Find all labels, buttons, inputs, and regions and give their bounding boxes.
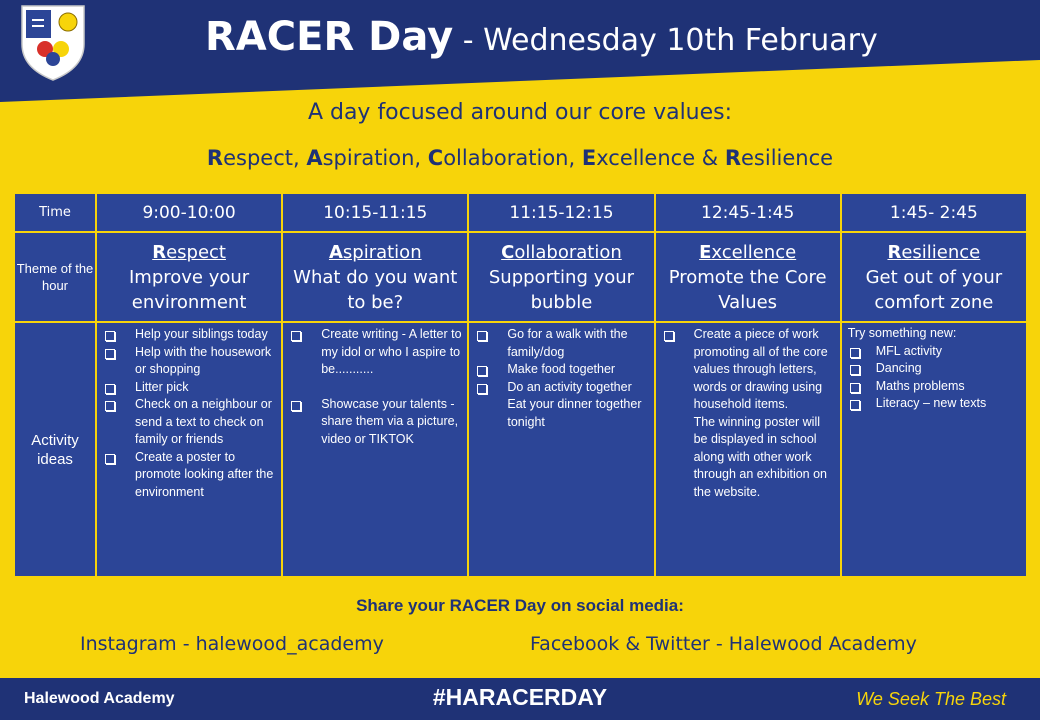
activity-label: Activity ideas [14, 322, 96, 577]
activity-item: Maths problems [848, 378, 1020, 396]
share-heading: Share your RACER Day on social media: [356, 596, 684, 615]
time-slot: 10:15-11:15 [282, 193, 468, 232]
activity-item: Create a poster to promote looking after the environment [101, 449, 277, 502]
activity-item: Check on a neighbour or send a text to check on family or friends [101, 396, 277, 449]
theme-name: Resilience [887, 241, 981, 263]
theme-cell [96, 232, 282, 322]
value-rest: esilience [741, 146, 834, 170]
activity-cell [282, 322, 468, 577]
time-slot: 11:15-12:15 [468, 193, 654, 232]
theme-description: What do you want to be? [293, 266, 458, 313]
checkbox-bullet-icon [105, 384, 115, 394]
checkbox-bullet-icon [850, 365, 860, 375]
time-label: Time [14, 193, 96, 232]
activity-item: Create a piece of work promoting all of the core values through letters, words or drawing using household items. [660, 326, 836, 414]
activity-item: Help your siblings today [101, 326, 277, 344]
footer-bar [0, 678, 1040, 720]
activity-item: MFL activity [848, 343, 1020, 361]
value-rest: xcellence & [596, 146, 725, 170]
theme-description: Improve your environment [128, 266, 250, 313]
footer-hashtag: #HARACERDAY [432, 684, 608, 710]
theme-name: Respect [152, 241, 226, 263]
theme-row [14, 232, 1027, 322]
theme-cell [282, 232, 468, 322]
subtitle: A day focused around our core values: [307, 100, 733, 125]
activity-cell [841, 322, 1027, 577]
school-crest-icon [18, 2, 88, 82]
facebook-twitter-handle: Facebook & Twitter - Halewood Academy [530, 633, 917, 655]
theme-cell [468, 232, 654, 322]
activity-row [14, 322, 1027, 577]
value-initial: E [581, 146, 597, 170]
theme-name: Aspiration [328, 241, 422, 263]
theme-cell [841, 232, 1027, 322]
theme-description: Supporting your bubble [488, 266, 635, 313]
value-initial: A [306, 146, 323, 170]
checkbox-bullet-icon [291, 331, 301, 341]
time-slot: 12:45-1:45 [655, 193, 841, 232]
value-initial: R [206, 146, 224, 170]
checkbox-bullet-icon [477, 331, 487, 341]
activity-item: Showcase your talents - share them via a picture, video or TIKTOK [287, 396, 463, 449]
title-racer-day: RACER Day [205, 14, 454, 60]
activity-item: Make food together [473, 361, 649, 379]
value-rest: ollaboration, [443, 146, 582, 170]
footer-school-name: Halewood Academy [24, 690, 175, 707]
checkbox-bullet-icon [477, 366, 487, 376]
checkbox-bullet-icon [105, 401, 115, 411]
checkbox-bullet-icon [850, 348, 860, 358]
schedule-table [13, 192, 1028, 578]
activity-cell [96, 322, 282, 577]
instagram-handle: Instagram - halewood_academy [80, 633, 384, 655]
theme-name: Excellence [699, 241, 797, 263]
checkbox-bullet-icon [105, 331, 115, 341]
activity-cell [468, 322, 654, 577]
value-rest: espect, [223, 146, 307, 170]
activity-item: Do an activity together [473, 379, 649, 397]
activity-item: Litter pick [101, 379, 277, 397]
page-title [205, 14, 1025, 60]
footer-motto: We Seek The Best [856, 689, 1006, 709]
checkbox-bullet-icon [477, 384, 487, 394]
activity-item: Eat your dinner together tonight [507, 397, 642, 429]
theme-name: Collaboration [501, 241, 622, 263]
checkbox-bullet-icon [105, 349, 115, 359]
title-date: - Wednesday 10th February [453, 23, 878, 58]
value-rest: spiration, [322, 146, 428, 170]
activity-item: Literacy – new texts [848, 395, 1020, 413]
activity-item: Go for a walk with the family/dog [473, 326, 649, 361]
activity-cell [655, 322, 841, 577]
theme-label: Theme of the hour [14, 232, 96, 322]
core-values-line [0, 146, 1040, 170]
checkbox-bullet-icon [850, 400, 860, 410]
theme-cell [655, 232, 841, 322]
value-initial: R [724, 146, 742, 170]
activity-item: Dancing [848, 360, 1020, 378]
theme-description: Promote the Core Values [668, 266, 827, 313]
time-row [14, 193, 1027, 232]
checkbox-bullet-icon [664, 331, 674, 341]
checkbox-bullet-icon [850, 383, 860, 393]
checkbox-bullet-icon [105, 454, 115, 464]
time-slot: 9:00-10:00 [96, 193, 282, 232]
checkbox-bullet-icon [291, 401, 301, 411]
time-slot: 1:45- 2:45 [841, 193, 1027, 232]
activity-intro: Try something new: [847, 326, 957, 340]
activity-item: Create writing - A letter to my idol or who I aspire to be........... [287, 326, 463, 379]
activity-item: The winning poster will be displayed in school along with other work through an exhibition on the website. [693, 414, 827, 499]
activity-item: Help with the housework or shopping [101, 344, 277, 379]
theme-description: Get out of your comfort zone [865, 266, 1003, 313]
value-initial: C [427, 146, 444, 170]
